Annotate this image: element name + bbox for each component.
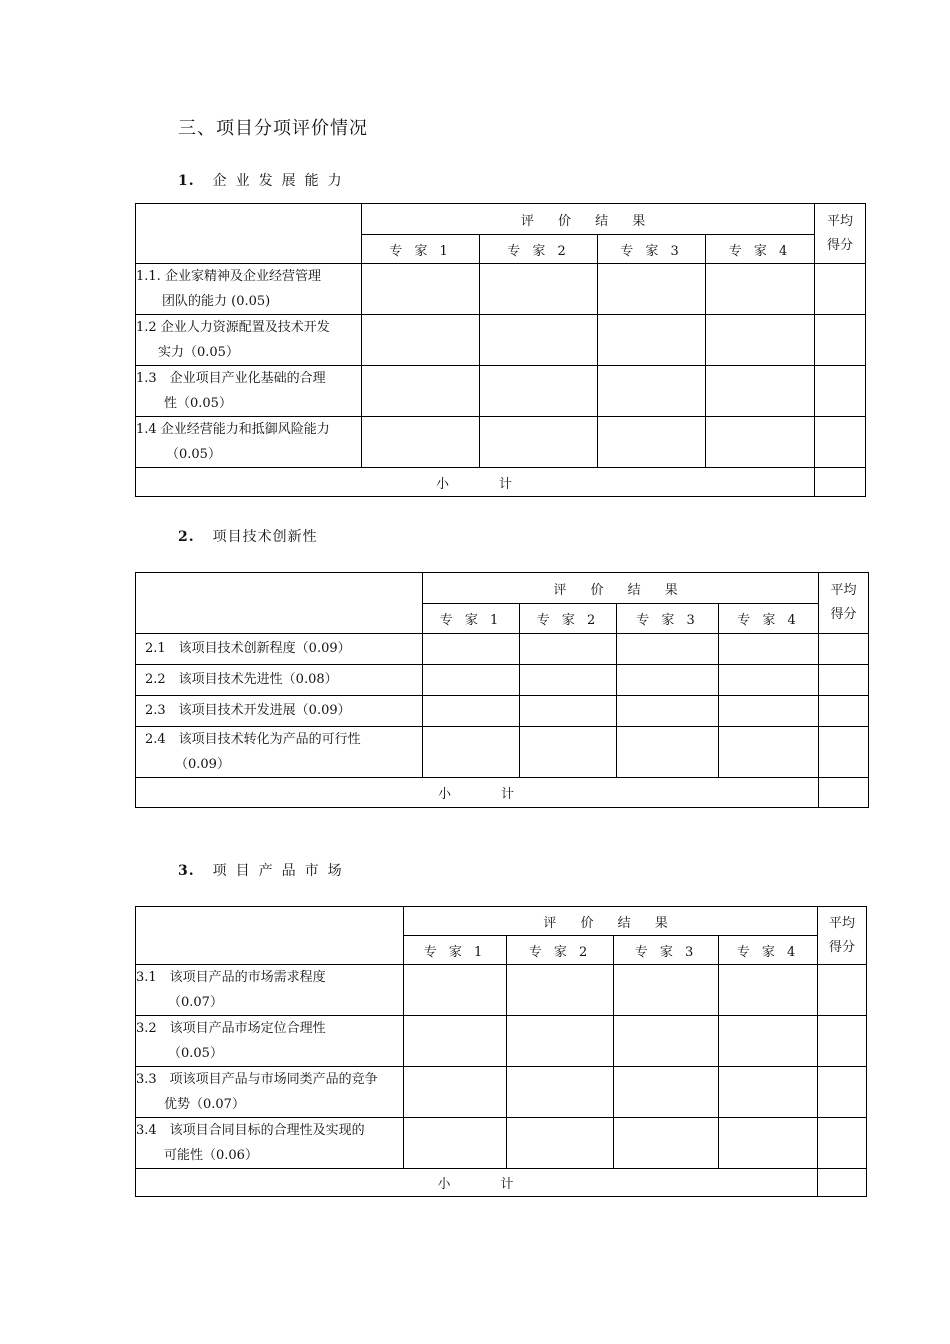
score-cell[interactable]	[719, 634, 819, 665]
expert-2-header: 专 家 2	[480, 235, 598, 264]
score-cell[interactable]	[614, 1067, 719, 1118]
subtotal-avg-cell[interactable]	[818, 1169, 867, 1197]
avg-cell[interactable]	[815, 417, 866, 468]
score-cell[interactable]	[598, 417, 706, 468]
score-cell[interactable]	[706, 315, 815, 366]
score-cell[interactable]	[362, 417, 480, 468]
subtotal-row	[136, 468, 866, 497]
subtotal-avg-cell[interactable]	[819, 778, 869, 808]
expert-1-header: 专 家 1	[362, 235, 480, 264]
evaluation-table-3	[135, 906, 867, 1197]
score-cell[interactable]	[480, 264, 598, 315]
criterion-cell: 2.2 该项目技术先进性（0.08）	[136, 665, 423, 696]
score-cell[interactable]	[507, 1016, 614, 1067]
section-number: 1.	[178, 173, 195, 189]
eval-result-header: 评 价 结 果	[362, 204, 815, 235]
criterion-cell: 2.4 该项目技术转化为产品的可行性 （0.09）	[136, 727, 423, 778]
score-cell[interactable]	[719, 1067, 818, 1118]
criterion-cell: 3.2 该项目产品市场定位合理性 （0.05）	[136, 1016, 404, 1067]
section-number: 3.	[178, 863, 195, 879]
avg-cell[interactable]	[815, 315, 866, 366]
score-cell[interactable]	[614, 965, 719, 1016]
section-2-heading	[178, 526, 318, 546]
score-cell[interactable]	[520, 665, 617, 696]
score-cell[interactable]	[719, 965, 818, 1016]
score-cell[interactable]	[507, 1118, 614, 1169]
criterion-cell: 3.4 该项目合同目标的合理性及实现的 可能性（0.06）	[136, 1118, 404, 1169]
table-row	[136, 696, 869, 727]
subtotal-label: 小 计	[136, 468, 815, 497]
avg-cell[interactable]	[819, 727, 869, 778]
blank-header-cell	[136, 573, 423, 634]
table-row	[136, 1118, 867, 1169]
score-cell[interactable]	[362, 264, 480, 315]
section-title: 企业发展能力	[212, 173, 351, 189]
subtotal-label: 小 计	[136, 1169, 818, 1197]
eval-result-header: 评 价 结 果	[404, 907, 818, 936]
score-cell[interactable]	[423, 727, 520, 778]
table-row	[136, 1067, 867, 1118]
score-cell[interactable]	[404, 1016, 507, 1067]
page-heading: 三、项目分项评价情况	[178, 118, 368, 139]
expert-1-header: 专 家 1	[404, 936, 507, 965]
score-cell[interactable]	[617, 727, 719, 778]
evaluation-table-2	[135, 572, 869, 808]
expert-1-header: 专 家 1	[423, 604, 520, 634]
table-row	[136, 315, 866, 366]
expert-4-header: 专 家 4	[719, 604, 819, 634]
score-cell[interactable]	[706, 264, 815, 315]
score-cell[interactable]	[614, 1016, 719, 1067]
score-cell[interactable]	[423, 696, 520, 727]
score-cell[interactable]	[520, 696, 617, 727]
eval-result-header: 评 价 结 果	[423, 573, 819, 604]
table-row	[136, 634, 869, 665]
score-cell[interactable]	[614, 1118, 719, 1169]
table-row	[136, 1016, 867, 1067]
table-row	[136, 366, 866, 417]
average-score-header: 平均 得分	[818, 907, 867, 965]
score-cell[interactable]	[598, 315, 706, 366]
evaluation-table-1	[135, 203, 866, 497]
score-cell[interactable]	[598, 264, 706, 315]
avg-cell[interactable]	[815, 264, 866, 315]
score-cell[interactable]	[598, 366, 706, 417]
expert-3-header: 专 家 3	[617, 604, 719, 634]
avg-cell[interactable]	[818, 1118, 867, 1169]
score-cell[interactable]	[507, 965, 614, 1016]
score-cell[interactable]	[719, 665, 819, 696]
score-cell[interactable]	[480, 315, 598, 366]
blank-header-cell	[136, 204, 362, 264]
score-cell[interactable]	[719, 1016, 818, 1067]
score-cell[interactable]	[706, 417, 815, 468]
criterion-cell: 1.3 企业项目产业化基础的合理 性（0.05）	[136, 366, 362, 417]
blank-header-cell	[136, 907, 404, 965]
avg-cell[interactable]	[818, 1067, 867, 1118]
criterion-cell: 2.1 该项目技术创新程度（0.09）	[136, 634, 423, 665]
score-cell[interactable]	[719, 727, 819, 778]
score-cell[interactable]	[617, 634, 719, 665]
score-cell[interactable]	[706, 366, 815, 417]
table-row	[136, 965, 867, 1016]
score-cell[interactable]	[423, 665, 520, 696]
table-row	[136, 264, 866, 315]
score-cell[interactable]	[617, 696, 719, 727]
criterion-cell: 3.1 该项目产品的市场需求程度 （0.07）	[136, 965, 404, 1016]
expert-3-header: 专 家 3	[598, 235, 706, 264]
subtotal-row	[136, 778, 869, 808]
score-cell[interactable]	[423, 634, 520, 665]
section-title: 项目产品市场	[212, 863, 351, 879]
expert-4-header: 专 家 4	[706, 235, 815, 264]
criterion-cell: 3.3 项该项目产品与市场同类产品的竞争 优势（0.07）	[136, 1067, 404, 1118]
expert-2-header: 专 家 2	[520, 604, 617, 634]
score-cell[interactable]	[520, 727, 617, 778]
subtotal-label: 小 计	[136, 778, 819, 808]
avg-cell[interactable]	[819, 696, 869, 727]
score-cell[interactable]	[404, 1118, 507, 1169]
score-cell[interactable]	[507, 1067, 614, 1118]
table-row	[136, 727, 869, 778]
table-row	[136, 417, 866, 468]
section-3-heading	[178, 860, 351, 880]
score-cell[interactable]	[480, 417, 598, 468]
section-title: 项目技术创新性	[212, 529, 318, 545]
expert-4-header: 专 家 4	[719, 936, 818, 965]
expert-2-header: 专 家 2	[507, 936, 614, 965]
score-cell[interactable]	[617, 665, 719, 696]
avg-cell[interactable]	[819, 634, 869, 665]
score-cell[interactable]	[362, 315, 480, 366]
avg-cell[interactable]	[818, 965, 867, 1016]
score-cell[interactable]	[520, 634, 617, 665]
score-cell[interactable]	[719, 1118, 818, 1169]
score-cell[interactable]	[404, 1067, 507, 1118]
criterion-cell: 1.4 企业经营能力和抵御风险能力 （0.05）	[136, 417, 362, 468]
criterion-cell: 1.2 企业人力资源配置及技术开发 实力（0.05）	[136, 315, 362, 366]
avg-cell[interactable]	[815, 366, 866, 417]
avg-cell[interactable]	[818, 1016, 867, 1067]
expert-3-header: 专 家 3	[614, 936, 719, 965]
section-number: 2.	[178, 529, 195, 545]
score-cell[interactable]	[719, 696, 819, 727]
subtotal-row	[136, 1169, 867, 1197]
score-cell[interactable]	[404, 965, 507, 1016]
avg-cell[interactable]	[819, 665, 869, 696]
table-row	[136, 665, 869, 696]
criterion-cell: 1.1. 企业家精神及企业经营管理 团队的能力 (0.05)	[136, 264, 362, 315]
average-score-header: 平均 得分	[815, 204, 866, 264]
score-cell[interactable]	[362, 366, 480, 417]
average-score-header: 平均 得分	[819, 573, 869, 634]
criterion-cell: 2.3 该项目技术开发进展（0.09）	[136, 696, 423, 727]
score-cell[interactable]	[480, 366, 598, 417]
section-1-heading	[178, 170, 351, 190]
subtotal-avg-cell[interactable]	[815, 468, 866, 497]
